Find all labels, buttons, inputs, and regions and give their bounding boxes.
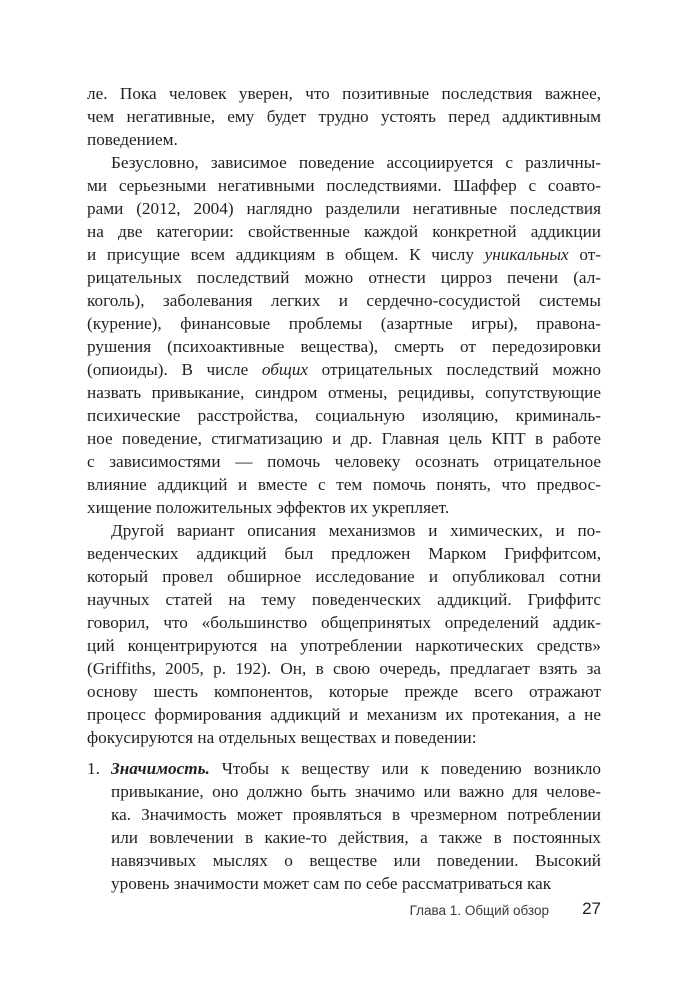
running-head: Глава 1. Общий обзор <box>409 903 549 918</box>
page-number: 27 <box>582 899 601 918</box>
text-line: процесс формирования аддикций и механизм их протекания, а не <box>87 705 601 724</box>
text-line: ное поведение, стигматизацию и др. Главная цель КПТ в работе <box>87 429 601 448</box>
text-line: ле. Пока человек уверен, что позитивные последствия важнее, <box>87 84 601 103</box>
text-line: чем негативные, ему будет трудно устоять перед аддиктивным <box>87 107 601 126</box>
list-item-line: навязчивых мыслях о веществе или поведении. Высокий <box>111 851 601 870</box>
paragraph-griffiths <box>87 519 601 749</box>
text-line: рами (2012, 2004) наглядно разделили негативные последствия <box>87 199 601 218</box>
text-line: психические расстройства, социальную изоляцию, криминаль- <box>87 406 601 425</box>
emphasis: общих <box>261 360 309 379</box>
text-line: Безусловно, зависимое поведение ассоциируется с различны- <box>111 153 601 172</box>
paragraph-consequences <box>87 151 601 519</box>
text-line: влияние аддикций и вместе с тем помочь понять, что предвос- <box>87 475 601 494</box>
text-line: на две категории: свойственные каждой конкретной аддикции <box>87 222 601 241</box>
paragraph-continuation <box>87 82 601 151</box>
text-line: с зависимостями — помочь человеку осознать отрицательное <box>87 452 601 471</box>
text-line: хищение положительных эффектов их укрепляет. <box>87 498 450 517</box>
text-line: поведением. <box>87 130 178 149</box>
emphasis: уникальных <box>484 245 569 264</box>
text-line: (курение), финансовые проблемы (азартные игры), правона- <box>87 314 601 333</box>
text-line: (опиоиды). В числе общих отрицательных последствий можно <box>87 360 601 379</box>
list-item-line: ка. Значимость может проявляться в чрезмерном потреблении <box>111 805 601 824</box>
text-line: основу шесть компонентов, которые прежде всего отражают <box>87 682 601 701</box>
numbered-list <box>87 757 601 895</box>
text-line: научных статей на тему поведенческих аддикций. Гриффитс <box>87 590 601 609</box>
text-line: ций концентрируются на употреблении наркотических средств» <box>87 636 601 655</box>
text-line: и присущие всем аддикциям в общем. К числу уникальных от- <box>87 245 602 264</box>
text-line: назвать привыкание, синдром отмены, рецидивы, сопутствующие <box>87 383 601 402</box>
text-line: (Griffiths, 2005, p. 192). Он, в свою очередь, предлагает взять за <box>87 659 601 678</box>
body-text <box>87 82 601 895</box>
list-item-term: Значимость. <box>111 759 210 778</box>
text-line: ми серьезными негативными последствиями. Шаффер с соавто- <box>87 176 601 195</box>
page-footer <box>87 899 601 923</box>
list-item-number: 1. <box>87 759 100 778</box>
text-line: веденческих аддикций был предложен Марком Гриффитсом, <box>87 544 601 563</box>
list-item-line: привыкание, оно должно быть значимо или важно для челове- <box>111 782 601 801</box>
text-line: фокусируются на отдельных веществах и поведении: <box>87 728 477 747</box>
text-line: говорил, что «большинство общепринятых определений аддик- <box>87 613 601 632</box>
text-line: рицательных последствий можно отнести цирроз печени (ал- <box>87 268 601 287</box>
text-line: коголь), заболевания легких и сердечно-сосудистой системы <box>87 291 601 310</box>
text-line: Другой вариант описания механизмов и химических, и по- <box>111 521 601 540</box>
list-item-line: уровень значимости может сам по себе рассматриваться как <box>111 874 552 893</box>
list-item-line: или вовлечении в какие-то действия, а также в постоянных <box>111 828 601 847</box>
list-item-text: Чтобы к веществу или к поведению возникло <box>209 759 601 778</box>
text-line: рушения (психоактивные вещества), смерть от передозировки <box>87 337 601 356</box>
text-line: который провел обширное исследование и опубликовал сотни <box>87 567 601 586</box>
list-item-1-first-line <box>87 757 601 780</box>
